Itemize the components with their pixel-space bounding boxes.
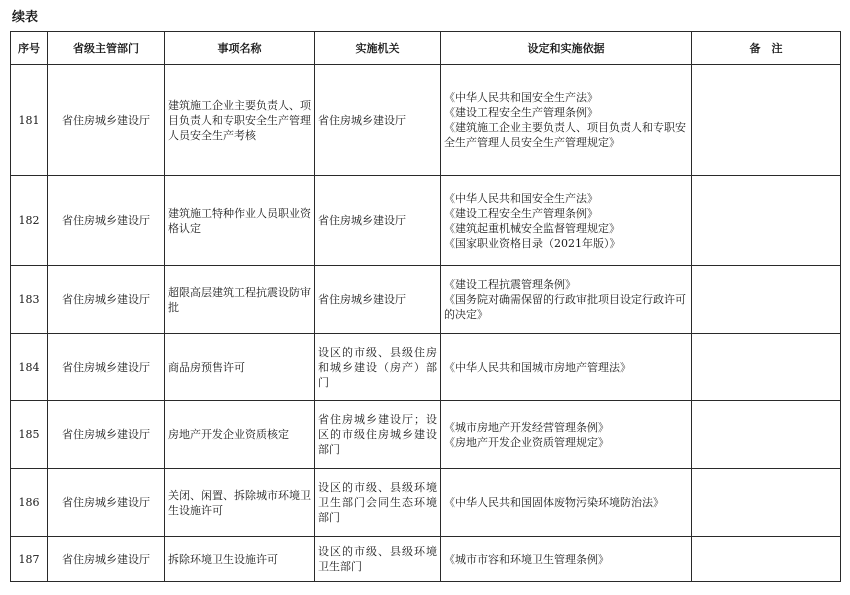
cell-item: 建筑施工企业主要负责人、项目负责人和专职安全生产管理人员安全生产考核	[165, 65, 315, 176]
cell-seq: 187	[11, 537, 48, 582]
cell-seq: 184	[11, 334, 48, 401]
basis-item: 《中华人民共和国安全生产法》	[444, 91, 598, 104]
cell-item: 超限高层建筑工程抗震设防审批	[165, 266, 315, 334]
table-row	[11, 401, 841, 469]
cell-item: 建筑施工特种作业人员职业资格认定	[165, 176, 315, 266]
cell-agency: 省住房城乡建设厅	[315, 65, 441, 176]
cell-agency: 省住房城乡建设厅	[315, 266, 441, 334]
cell-basis	[441, 266, 692, 334]
cell-remark	[692, 266, 841, 334]
basis-item: 《房地产开发企业资质管理规定》	[444, 435, 609, 449]
header-seq: 序号	[11, 32, 48, 65]
cell-dept: 省住房城乡建设厅	[48, 469, 165, 537]
basis-item: 《中华人民共和国固体废物污染环境防治法》	[444, 496, 664, 509]
cell-basis	[441, 334, 692, 401]
cell-agency: 设区的市级、县级环境卫生部门	[315, 537, 441, 582]
basis-item: 《建设工程安全生产管理条例》	[444, 206, 598, 220]
basis-item: 《城市市容和环境卫生管理条例》	[444, 552, 609, 566]
cell-basis	[441, 537, 692, 582]
header-basis: 设定和实施依据	[441, 32, 692, 65]
cell-remark	[692, 65, 841, 176]
basis-item: 《中华人民共和国安全生产法》	[444, 191, 598, 205]
table-row	[11, 266, 841, 334]
header-item: 事项名称	[165, 32, 315, 65]
cell-dept: 省住房城乡建设厅	[48, 176, 165, 266]
basis-item: 《国务院对确需保留的行政审批项目设定行政许可的决定》	[444, 293, 686, 321]
header-agency: 实施机关	[315, 32, 441, 65]
basis-item: 《中华人民共和国城市房地产管理法》	[444, 360, 631, 374]
cell-dept: 省住房城乡建设厅	[48, 537, 165, 582]
cell-basis	[441, 65, 692, 176]
basis-item: 《国家职业资格目录（2021年版）》	[444, 236, 621, 250]
table-caption: 续表	[12, 10, 39, 25]
basis-item: 《建筑起重机械安全监督管理规定》	[444, 221, 620, 235]
table-row	[11, 65, 841, 176]
table-row	[11, 469, 841, 537]
cell-agency: 设区的市级、县级住房和城乡建设（房产）部门	[315, 334, 441, 401]
cell-seq: 185	[11, 401, 48, 469]
cell-seq: 181	[11, 65, 48, 176]
basis-item: 《建筑施工企业主要负责人、项目负责人和专职安全生产管理人员安全生产管理规定》	[444, 121, 686, 149]
cell-item: 拆除环境卫生设施许可	[165, 537, 315, 582]
cell-seq: 186	[11, 469, 48, 537]
cell-remark	[692, 176, 841, 266]
cell-dept: 省住房城乡建设厅	[48, 65, 165, 176]
cell-item: 商品房预售许可	[165, 334, 315, 401]
cell-agency: 省住房城乡建设厅	[315, 176, 441, 266]
basis-item: 《城市房地产开发经营管理条例》	[444, 420, 609, 434]
cell-basis	[441, 469, 692, 537]
cell-dept: 省住房城乡建设厅	[48, 266, 165, 334]
basis-item: 《建设工程安全生产管理条例》	[444, 106, 598, 119]
table-row	[11, 334, 841, 401]
cell-basis	[441, 401, 692, 469]
cell-seq: 183	[11, 266, 48, 334]
cell-remark	[692, 469, 841, 537]
cell-item: 房地产开发企业资质核定	[165, 401, 315, 469]
table-row	[11, 537, 841, 582]
header-remark: 备 注	[692, 32, 841, 65]
cell-item: 关闭、闲置、拆除城市环境卫生设施许可	[165, 469, 315, 537]
cell-basis	[441, 176, 692, 266]
cell-agency: 省住房城乡建设厅；设区的市级住房城乡建设部门	[315, 401, 441, 469]
cell-dept: 省住房城乡建设厅	[48, 334, 165, 401]
permit-table	[10, 31, 841, 582]
basis-item: 《建设工程抗震管理条例》	[444, 278, 576, 291]
cell-remark	[692, 401, 841, 469]
cell-seq: 182	[11, 176, 48, 266]
header-row	[11, 32, 841, 65]
header-dept: 省级主管部门	[48, 32, 165, 65]
cell-remark	[692, 537, 841, 582]
table-row	[11, 176, 841, 266]
cell-agency: 设区的市级、县级环境卫生部门会同生态环境部门	[315, 469, 441, 537]
cell-remark	[692, 334, 841, 401]
cell-dept: 省住房城乡建设厅	[48, 401, 165, 469]
